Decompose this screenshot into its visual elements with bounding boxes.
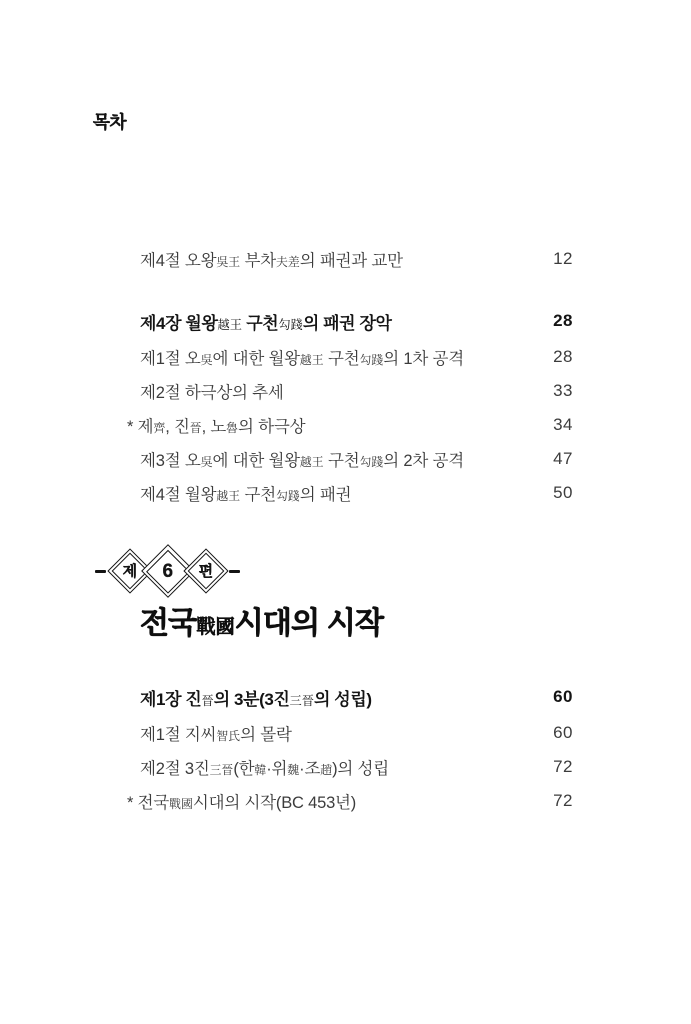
toc-section-row: [140, 476, 573, 510]
korean-text: 구천: [323, 452, 360, 470]
hanja-text: 魯: [226, 421, 239, 435]
toc-list-top: [127, 242, 573, 510]
hanja-text: 越王: [299, 455, 324, 469]
toc-entry-title: [140, 247, 403, 271]
toc-entry-title: [140, 345, 464, 369]
divider-dash-left-icon: [95, 570, 106, 573]
korean-text: * 전국: [127, 794, 170, 812]
diamond-label: 제: [122, 562, 137, 580]
hanja-text: 勾踐: [275, 489, 300, 503]
hanja-text: 三晉: [289, 693, 314, 708]
toc-chapter-row: [140, 678, 573, 716]
korean-text: 의 2차 공격: [383, 452, 464, 470]
toc-note-row: [127, 784, 573, 818]
page-title: 목차: [93, 112, 127, 132]
korean-text: * 제: [127, 418, 154, 436]
korean-text: ·조: [299, 760, 321, 778]
korean-text: 의 패권: [299, 486, 352, 504]
hanja-text: 吳: [200, 455, 213, 469]
toc-entry-title: [140, 755, 389, 779]
hanja-text: 勾踐: [359, 353, 384, 367]
diamond-label: 6: [162, 560, 173, 582]
toc-section-row: [140, 750, 573, 784]
korean-text: 제2절 하극상의 추세: [140, 384, 284, 402]
korean-text: 의 3분(3진: [213, 689, 290, 709]
korean-text: (한: [233, 760, 255, 778]
korean-text: 제4절 오왕: [140, 252, 217, 270]
korean-text: 구천: [323, 350, 360, 368]
korean-text: 의 패권 장악: [302, 313, 392, 333]
korean-text: )의 성립: [332, 760, 389, 778]
toc-entry-page: 12: [553, 249, 573, 268]
hanja-text: 智氏: [216, 729, 241, 743]
korean-text: 제3절 오: [140, 452, 201, 470]
korean-text: 의 몰락: [240, 726, 292, 744]
hanja-text: 韓: [254, 763, 267, 777]
diamond-inner-border: [187, 553, 224, 590]
toc-entry-title: [140, 481, 351, 505]
toc-section-row: [140, 442, 573, 476]
korean-text: 의 패권과 교만: [299, 252, 403, 270]
toc-chapter-row: [140, 302, 573, 340]
hanja-text: 吳: [200, 353, 213, 367]
toc-entry-page: 28: [553, 311, 573, 330]
toc-entry-page: 72: [553, 757, 573, 776]
toc-entry-page: 60: [553, 687, 573, 706]
part-badge-diamond-pyeon: [183, 548, 228, 593]
toc-section-row: [140, 242, 573, 276]
toc-entry-page: 50: [553, 483, 573, 502]
toc-entry-page: 60: [553, 723, 573, 742]
korean-text: 의 1차 공격: [383, 350, 464, 368]
korean-text: ·위: [266, 760, 288, 778]
toc-entry-title: [127, 413, 305, 437]
hanja-text: 勾踐: [359, 455, 384, 469]
toc-entry-page: 28: [553, 347, 573, 366]
hanja-text: 越王: [216, 489, 241, 503]
korean-text: 구천: [241, 313, 279, 333]
toc-list-bottom: [127, 678, 573, 818]
toc-entry-page: 47: [553, 449, 573, 468]
hanja-text: 齊: [153, 421, 166, 435]
part-divider: [95, 544, 691, 598]
korean-text: 에 대한 월왕: [212, 452, 300, 470]
korean-text: 시대의 시작: [234, 607, 384, 640]
toc-entry-title: [140, 721, 292, 745]
toc-entry-title: [140, 685, 372, 710]
korean-text: 제1절 오: [140, 350, 201, 368]
hanja-text: 夫差: [275, 255, 300, 269]
toc-section-row: [140, 374, 573, 408]
korean-text: 시대의 시작(BC 453년): [192, 794, 357, 812]
toc-note-row: [127, 408, 573, 442]
hanja-text: 戰國: [196, 617, 235, 638]
korean-text: 제1장 진: [140, 689, 202, 709]
korean-text: , 노: [201, 418, 227, 436]
korean-text: , 진: [165, 418, 190, 436]
toc-entry-page: 34: [553, 415, 573, 434]
korean-text: 부차: [240, 252, 276, 270]
korean-text: 제4절 월왕: [140, 486, 217, 504]
hanja-text: 晉: [189, 421, 202, 435]
hanja-text: 吳王: [216, 255, 241, 269]
korean-text: 에 대한 월왕: [212, 350, 300, 368]
toc-entry-page: 33: [553, 381, 573, 400]
diamond-label: 편: [198, 562, 213, 580]
toc-section-row: [140, 716, 573, 750]
toc-entry-title: [140, 379, 284, 403]
hanja-text: 越王: [217, 317, 242, 332]
hanja-text: 戰國: [169, 797, 193, 811]
hanja-text: 越王: [299, 353, 324, 367]
toc-section-row: [140, 340, 573, 374]
korean-text: 제2절 3진: [140, 760, 210, 778]
korean-text: 전국: [140, 607, 197, 640]
korean-text: 의 성립): [313, 689, 372, 709]
korean-text: 제4장 월왕: [140, 313, 218, 333]
hanja-text: 三晉: [209, 763, 234, 777]
toc-entry-title: [127, 789, 356, 813]
toc-entry-title: [140, 447, 464, 471]
part-title: [140, 606, 691, 646]
hanja-text: 勾踐: [278, 317, 303, 332]
hanja-text: 魏: [287, 763, 300, 777]
divider-dash-right-icon: [229, 570, 240, 573]
korean-text: 구천: [240, 486, 276, 504]
hanja-text: 晉: [201, 693, 214, 708]
korean-text: 의 하극상: [238, 418, 306, 436]
toc-entry-title: [140, 309, 392, 334]
hanja-text: 趙: [320, 763, 333, 777]
toc-entry-page: 72: [553, 791, 573, 810]
korean-text: 제1절 지씨: [140, 726, 217, 744]
